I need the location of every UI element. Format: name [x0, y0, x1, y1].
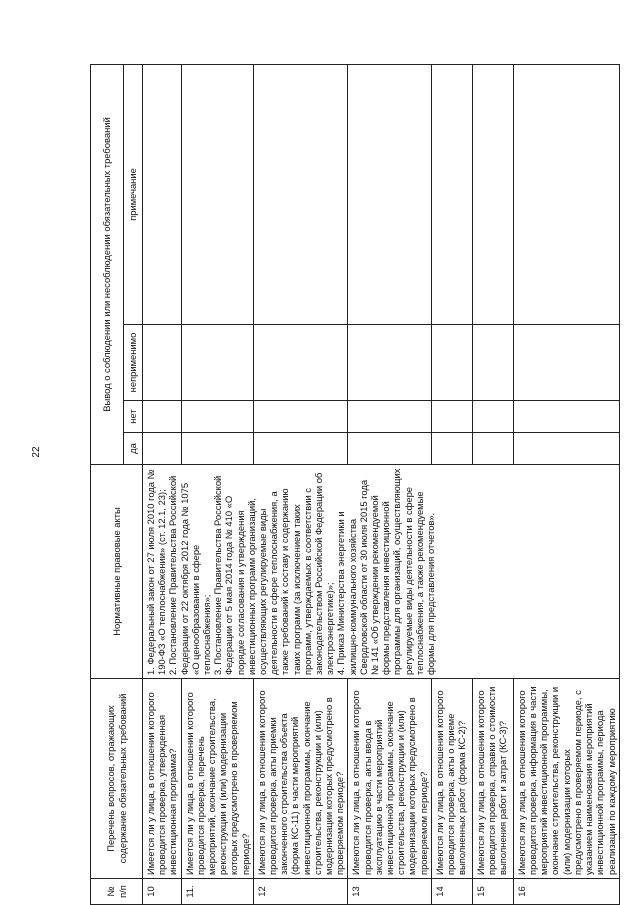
header-na: неприменимо: [124, 325, 143, 401]
cell-na: [472, 325, 513, 401]
row-number: 16: [513, 879, 619, 905]
header-note: примечание: [124, 64, 143, 324]
cell-no: [348, 401, 431, 433]
cell-no: [253, 401, 348, 433]
row-number: 11.: [181, 879, 253, 905]
row-number: 12: [253, 879, 348, 905]
row-number: 10: [143, 879, 182, 905]
row-number: 14: [431, 879, 472, 905]
header-conclusion: Вывод о соблюдении или несоблюдении обязательных требований: [91, 64, 124, 464]
requirements-table: [90, 64, 620, 905]
header-yes: да: [124, 433, 143, 465]
cell-yes: [513, 433, 619, 465]
cell-na: [348, 325, 431, 401]
cell-note: [181, 64, 253, 324]
row-number: 15: [472, 879, 513, 905]
cell-note: [143, 64, 182, 324]
header-row: [91, 64, 124, 904]
cell-yes: [143, 433, 182, 465]
row-question: Имеются ли у лица, в отношении которого проводится проверка, акты о приеме выполненных работ (форма КС-2)?: [431, 679, 472, 879]
row-question: Имеется ли у лица, в отношении которого проводится проверка, утвержденная инвестиционная программа?: [143, 679, 182, 879]
header-no: нет: [124, 401, 143, 433]
cell-note: [348, 64, 431, 324]
page-number: 22: [31, 446, 42, 458]
cell-no: [143, 401, 182, 433]
row-question: Имеются ли у лица, в отношении которого проводится проверка, информация в части мероприятий инвестиционной программы, окончание строительства, реконструкции и (или) модернизации которых предусмотрено в проверяемом периоде, с указанием наименования мероприятий инвестиционной программы, периода реализации по каждому мероприятию: [513, 679, 619, 879]
cell-yes: [348, 433, 431, 465]
rotated-table-wrapper: [90, 65, 617, 905]
cell-na: [143, 325, 182, 401]
cell-yes: [472, 433, 513, 465]
header-questions: Перечень вопросов, отражающих содержание обязательных требований: [91, 679, 143, 879]
cell-yes: [253, 433, 348, 465]
cell-no: [472, 401, 513, 433]
cell-note: [513, 64, 619, 324]
table-row: [143, 64, 182, 904]
cell-no: [513, 401, 619, 433]
header-num: № п/п: [91, 879, 143, 905]
page-stage: [90, 0, 617, 905]
row-number: 13: [348, 879, 431, 905]
header-acts: Нормативные правовые акты: [91, 465, 143, 679]
cell-yes: [431, 433, 472, 465]
row-question: Имеются ли у лица, в отношении которого проводится проверка, акты ввода в эксплуатацию в части мероприятий инвестиционной программы, окончание строительства, реконструкции и (или) модернизации которых предусмотрено в проверяемом периоде?: [348, 679, 431, 879]
row-question: Имеются ли у лица, в отношении которого проводится проверка, справки о стоимости выполнения работ и затрат (КС-3)?: [472, 679, 513, 879]
act-item: 3. Постановление Правительства Российской Федерации от 5 мая 2014 года № 410 «О порядке согласования и утверждения инвестиционных программ организаций, осуществляющих регулируемые виды деятельности в сфере теплоснабжения, а также требований к составу и содержанию таких программ (за исключением таких программ, утверждаемых в соответствии с законодательством Российской Федерации об электроэнергетике)»;: [212, 472, 336, 675]
cell-na: [181, 325, 253, 401]
cell-no: [431, 401, 472, 433]
cell-na: [253, 325, 348, 401]
cell-no: [181, 401, 253, 433]
cell-note: [472, 64, 513, 324]
act-item: 2. Постановление Правительства Российской Федерации от 22 октября 2012 года № 1075 «О ценообразовании в сфере теплоснабжения»;: [167, 475, 213, 675]
row-question: Имеются ли у лица, в отношении которого проводится проверка, акты приемки законченного строительства объекта (форма КС-11) в части мероприятий инвестиционной программы, окончание строительства, реконструкции и (или) модернизации которых предусмотрено в проверяемом периоде?: [253, 679, 348, 879]
cell-note: [431, 64, 472, 324]
row-question: Имеется ли у лица, в отношении которого проводится проверка, перечень мероприятий, окончание строительства, реконструкции и (или) модернизации которых предусмотрено в проверяемом периоде?: [181, 679, 253, 879]
cell-na: [431, 325, 472, 401]
cell-note: [253, 64, 348, 324]
cell-yes: [181, 433, 253, 465]
acts-cell: [143, 465, 620, 679]
act-item: 1. Федеральный закон от 27 июля 2010 года № 190-ФЗ «О теплоснабжении» (ст. 12.1, 23);: [145, 469, 168, 675]
act-item: 4. Приказ Министерства энергетики и жилищно-коммунального хозяйства Свердловской области от 30 июля 2015 года № 141 «Об утверждении рекомендуемой формы представления инвестиционной программы для организаций, осуществляющих регулируемые виды деятельности в сфере теплоснабжения, а также рекомендуемые формы для представления отчетов».: [335, 468, 437, 675]
cell-na: [513, 325, 619, 401]
